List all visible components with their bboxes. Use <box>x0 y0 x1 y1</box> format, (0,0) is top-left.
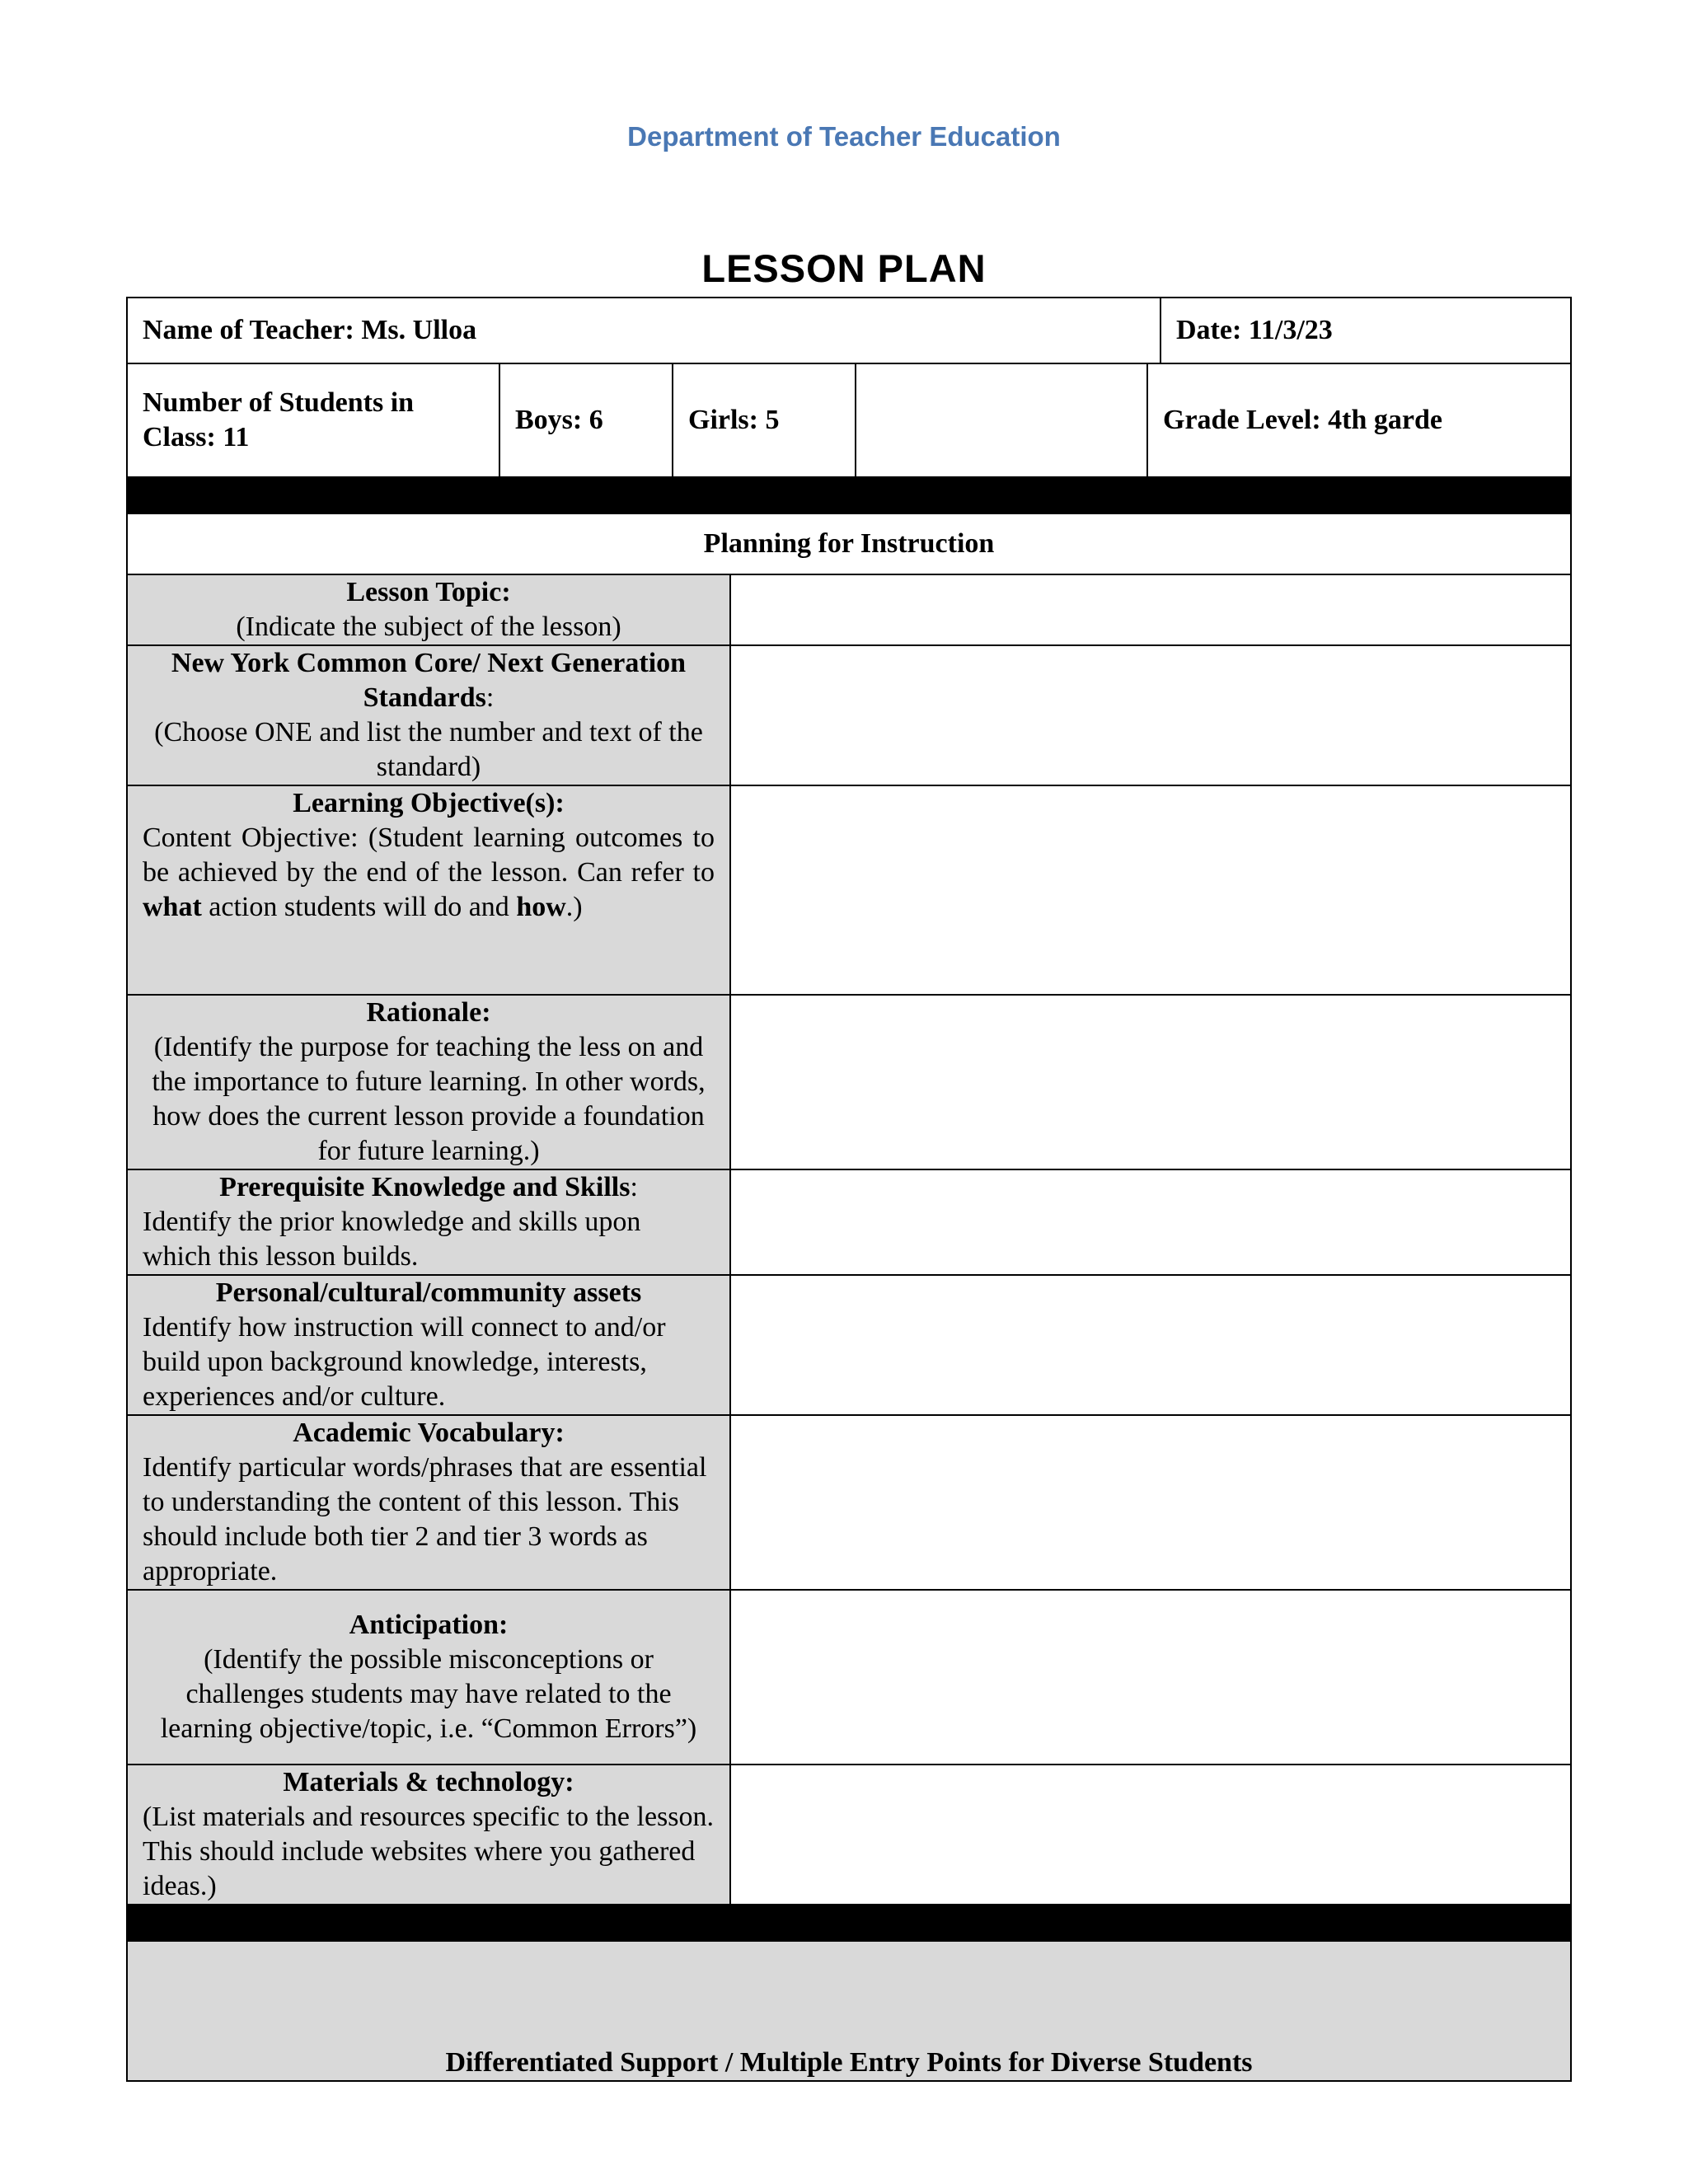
standards-colon: : <box>485 682 495 713</box>
vocabulary-desc: Identify particular words/phrases that are essential to understanding the content of this lesson. This should include both tier 2 and tier 3 words as appropriate. <box>143 1452 707 1586</box>
anticipation-label-cell <box>127 1590 730 1765</box>
assets-label-cell <box>127 1275 730 1415</box>
vocabulary-input[interactable] <box>730 1415 1571 1590</box>
lesson-topic-label-cell <box>127 574 730 645</box>
date-cell[interactable]: Date: 11/3/23 <box>1160 298 1571 363</box>
anticipation-input[interactable] <box>730 1590 1571 1765</box>
prerequisite-label: Prerequisite Knowledge and Skills <box>219 1172 631 1202</box>
prerequisite-colon: : <box>630 1172 638 1202</box>
assets-label: Personal/cultural/community assets <box>215 1277 642 1308</box>
objectives-desc-end: .) <box>565 892 583 922</box>
boys-count-cell[interactable]: Boys: 6 <box>499 363 673 477</box>
department-heading: Department of Teacher Education <box>627 121 1061 152</box>
vocabulary-label-cell <box>127 1415 730 1590</box>
materials-label-cell <box>127 1765 730 1905</box>
assets-input[interactable] <box>730 1275 1571 1415</box>
rationale-label-cell <box>127 995 730 1169</box>
prerequisite-label-cell <box>127 1169 730 1275</box>
materials-input[interactable] <box>730 1765 1571 1905</box>
rationale-desc: (Identify the purpose for teaching the less on and the importance to future learning. In other words, how does the current lesson provide a foundation for future learning.) <box>152 1032 706 1166</box>
objectives-desc <box>143 821 715 925</box>
anticipation-label: Anticipation: <box>349 1610 509 1640</box>
lesson-plan-form <box>126 297 1570 2082</box>
prerequisite-input[interactable] <box>730 1169 1571 1275</box>
standards-desc: (Choose ONE and list the number and text of the standard) <box>154 717 703 782</box>
section-divider-bar <box>127 477 1571 513</box>
materials-label: Materials & technology: <box>283 1767 574 1797</box>
vocabulary-label: Academic Vocabulary: <box>293 1418 565 1448</box>
anticipation-desc: (Identify the possible misconceptions or challenges students may have related to the learning objective/topic, i.e. “Common Errors”) <box>160 1644 697 1744</box>
objectives-label-cell <box>127 785 730 995</box>
student-count-cell[interactable]: Number of Students in Class: 11 <box>127 363 499 477</box>
prerequisite-desc: Identify the prior knowledge and skills upon which this lesson builds. <box>143 1207 641 1272</box>
rationale-input[interactable] <box>730 995 1571 1169</box>
materials-desc: (List materials and resources specific to the lesson. This should include websites where you gathered ideas.) <box>143 1802 714 1901</box>
objectives-input[interactable] <box>730 785 1571 995</box>
objectives-desc-how: how <box>516 892 566 922</box>
standards-input[interactable] <box>730 645 1571 785</box>
girls-count-cell[interactable]: Girls: 5 <box>673 363 856 477</box>
info-table <box>126 297 1572 364</box>
teacher-name-cell[interactable]: Name of Teacher: Ms. Ulloa <box>127 298 1160 363</box>
class-info-table <box>126 363 1572 478</box>
section-divider-bar-2 <box>127 1905 1571 1941</box>
objectives-desc-mid: action students will do and <box>201 892 517 922</box>
planning-header: Planning for Instruction <box>127 513 1571 574</box>
standards-label-cell <box>127 645 730 785</box>
lesson-topic-label: Lesson Topic: <box>346 577 511 607</box>
standards-label: New York Common Core/ Next Generation Standards <box>171 648 687 713</box>
lesson-topic-input[interactable] <box>730 574 1571 645</box>
assets-desc: Identify how instruction will connect to and/or build upon background knowledge, interests, experiences and/or culture. <box>143 1312 666 1412</box>
document-title: LESSON PLAN <box>701 246 987 290</box>
blank-info-cell[interactable] <box>856 363 1147 477</box>
differentiated-header: Differentiated Support / Multiple Entry Points for Diverse Students <box>127 1941 1571 2081</box>
objectives-desc-what: what <box>143 892 202 922</box>
objectives-label: Learning Objective(s): <box>293 788 565 818</box>
objectives-desc-text: Content Objective: (Student learning outcomes to be achieved by the end of the lesson. Can refer to <box>143 823 715 888</box>
lesson-topic-desc: (Indicate the subject of the lesson) <box>236 612 621 642</box>
rationale-label: Rationale: <box>366 997 491 1028</box>
grade-level-cell[interactable]: Grade Level: 4th garde <box>1147 363 1571 477</box>
planning-table <box>126 476 1572 2082</box>
